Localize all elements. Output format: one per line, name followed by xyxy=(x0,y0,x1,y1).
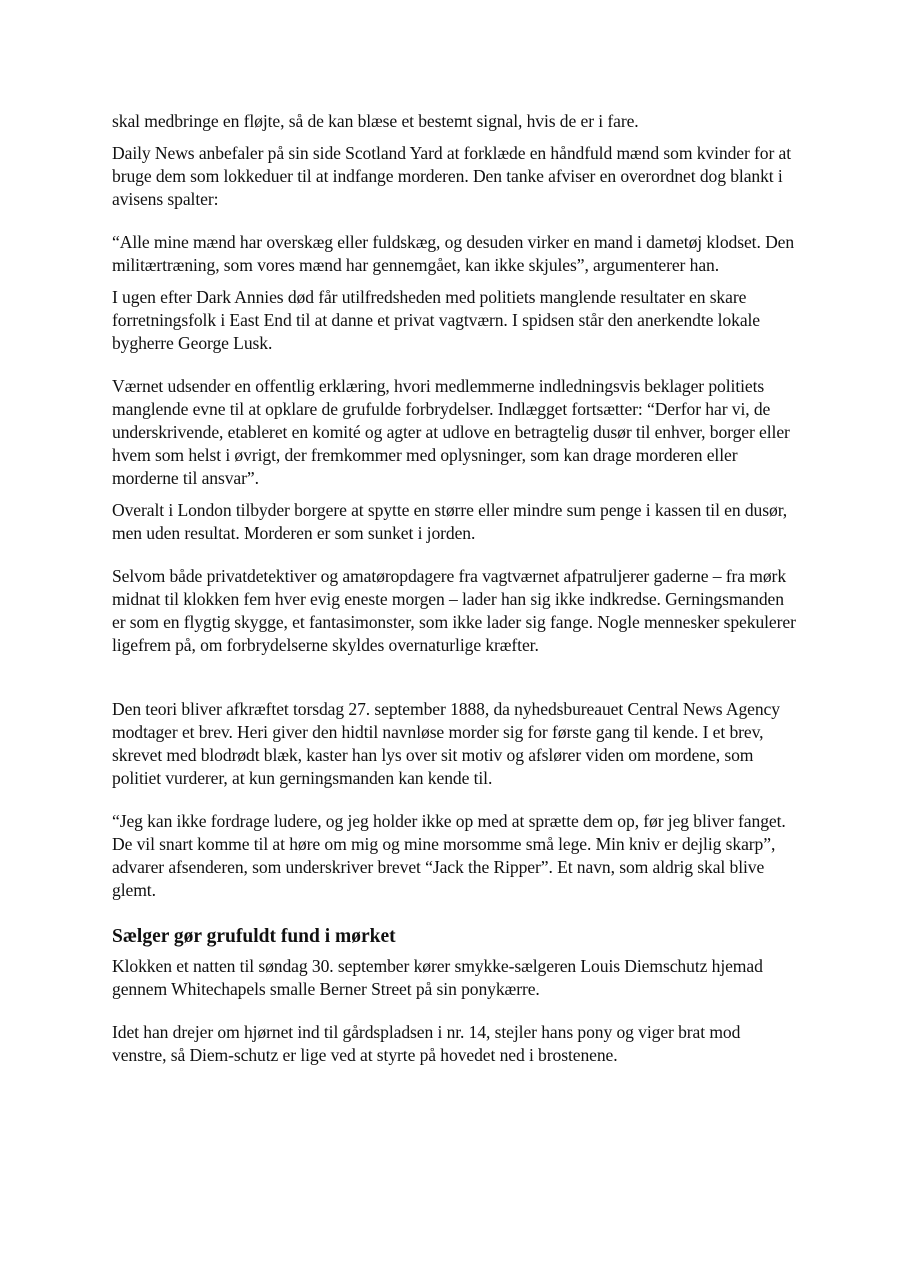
paragraph-ripper-quote: “Jeg kan ikke fordrage ludere, og jeg holder ikke op med at sprætte dem op, før jeg bliver fanget. De vil snart komme til at høre om mig og mine morsomme små lege. Min kniv er dejlig skarp”, advarer afsenderen, som underskriver brevet “Jack the Ripper”. Et navn, som aldrig skal blive glemt. xyxy=(112,811,786,900)
section-heading: Sælger gør grufuldt fund i mørket xyxy=(112,926,396,947)
paragraph-pony: Idet han drejer om hjørnet ind til gårdspladsen i nr. 14, stejler hans pony og viger brat mod venstre, så Diem-schutz er lige ved at styrte på hovedet ned i brostenene. xyxy=(112,1022,741,1065)
paragraph-declaration: Værnet udsender en offentlig erklæring, hvori medlemmerne indledningsvis beklager politiets manglende evne til at opklare de grufulde forbrydelser. Indlægget fortsætter: “Derfor har vi, de underskrivende, etableret en komité og agter at udlove en betragtelig dusør til enhver, borger eller hvem som helst i øvrigt, der fremkommer med oplysninger, som kan drage morderen eller morderne til ansvar”. xyxy=(112,376,790,488)
paragraph-whistle: skal medbringe en fløjte, så de kan blæse et bestemt signal, hvis de er i fare. xyxy=(112,111,639,131)
paragraph-daily-news: Daily News anbefaler på sin side Scotland Yard at forklæde en håndfuld mænd som kvinder for at bruge dem som lokkeduer til at indfange morderen. Den tanke afviser en overordnet dog blankt i avisens spalter: xyxy=(112,143,792,209)
paragraph-reward: Overalt i London tilbyder borgere at spytte en større eller mindre sum penge i kassen til en dusør, men uden resultat. Morderen er som sunket i jorden. xyxy=(112,500,788,543)
paragraph-diemschutz: Klokken et natten til søndag 30. september kører smykke-sælgeren Louis Diemschutz hjemad gennem Whitechapels smalle Berner Street på sin ponykærre. xyxy=(112,956,763,999)
paragraph-patrols: Selvom både privatdetektiver og amatøropdagere fra vagtværnet afpatruljerer gaderne – fra mørk midnat til klokken fem hver evig eneste morgen – lader han sig ikke indkredse. Gerningsmanden er som en flygtig skygge, et fantasimonster, som ikke lader sig fange. Nogle mennesker spekulerer ligefrem på, om forbrydelserne skyldes overnaturlige kræfter. xyxy=(112,566,796,655)
paragraph-beard-quote: “Alle mine mænd har overskæg eller fuldskæg, og desuden virker en mand i dametøj klodset. Den militærtræning, som vores mænd har gennemgået, kan ikke skjules”, argumenterer han. xyxy=(112,232,795,275)
paragraph-letter: Den teori bliver afkræftet torsdag 27. september 1888, da nyhedsbureauet Central News Agency modtager et brev. Heri giver den hidtil navnløse morder sig for første gang til kende. I et brev, skrevet med blodrødt blæk, kaster han lys over sit motiv og afslører viden om mordene, som politiet vurderer, at kun gerningsmanden kan kende til. xyxy=(112,699,780,788)
paragraph-vigilance-committee: I ugen efter Dark Annies død får utilfredsheden med politiets manglende resultater en skare forretningsfolk i East End til at danne et privat vagtværn. I spidsen står den anerkendte lokale bygherre George Lusk. xyxy=(112,287,761,353)
document-page xyxy=(112,110,797,1067)
